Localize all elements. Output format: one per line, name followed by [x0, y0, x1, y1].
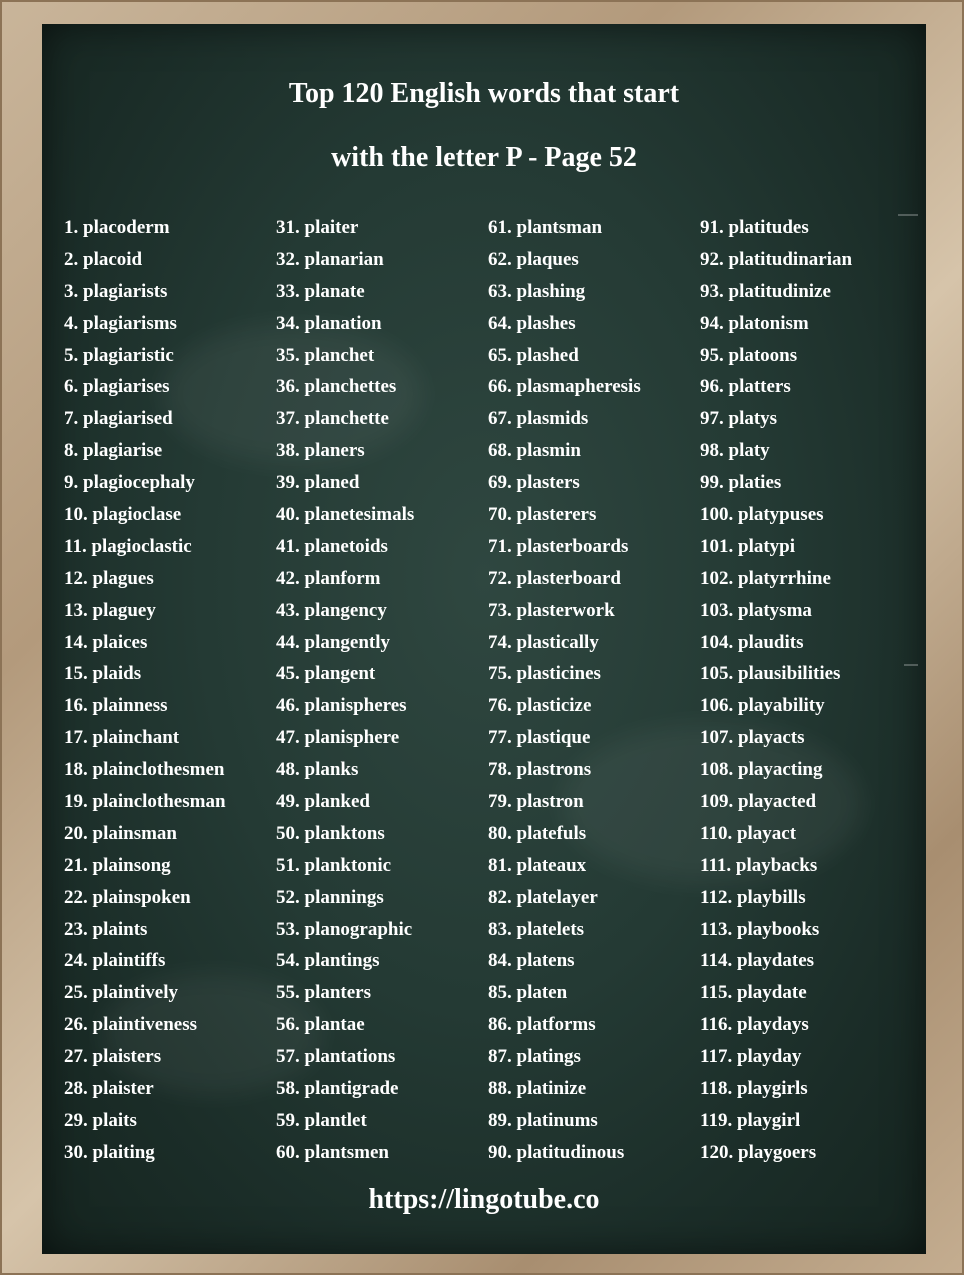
- word-list-item: 68. plasmin: [488, 440, 581, 462]
- word-list-item: 81. plateaux: [488, 854, 587, 876]
- page-title-line-2: with the letter P - Page 52: [331, 142, 637, 173]
- word-list-item: 85. platen: [488, 982, 568, 1004]
- word-list-item: 101. platypi: [700, 535, 796, 557]
- word-list-item: 105. plausibilities: [700, 663, 841, 685]
- word-list-item: 2. placoid: [64, 248, 143, 270]
- word-list-item: 6. plagiarises: [64, 376, 170, 398]
- word-list-item: 26. plaintiveness: [64, 1014, 198, 1036]
- word-list-item: 98. platy: [700, 440, 770, 462]
- word-list-item: 73. plasterwork: [488, 599, 615, 621]
- word-list-item: 50. planktons: [276, 822, 385, 844]
- chalkboard: [42, 24, 926, 1254]
- word-list-item: 55. planters: [276, 982, 371, 1004]
- word-column-3: [488, 212, 641, 1169]
- word-list-item: 66. plasmapheresis: [488, 376, 641, 398]
- word-list-item: 64. plashes: [488, 312, 576, 334]
- word-list-item: 75. plasticines: [488, 663, 601, 685]
- word-list-item: 17. plainchant: [64, 727, 180, 749]
- word-list-item: 80. platefuls: [488, 822, 587, 844]
- word-list-item: 8. plagiarise: [64, 440, 163, 462]
- word-list-item: 49. planked: [276, 791, 370, 813]
- word-list-item: 104. plaudits: [700, 631, 804, 653]
- word-list-item: 35. planchet: [276, 344, 375, 366]
- word-list-item: 24. plaintiffs: [64, 950, 166, 972]
- word-list-item: 70. plasterers: [488, 504, 597, 526]
- word-list-item: 37. planchette: [276, 408, 389, 430]
- word-list-item: 88. platinize: [488, 1078, 587, 1100]
- word-list-item: 83. platelets: [488, 918, 585, 940]
- word-list-item: 36. planchettes: [276, 376, 397, 398]
- word-list-item: 52. plannings: [276, 886, 384, 908]
- word-list-item: 89. platinums: [488, 1109, 598, 1131]
- word-list-item: 14. plaices: [64, 631, 148, 653]
- word-list-item: 102. platyrrhine: [700, 567, 831, 589]
- word-list-item: 34. planation: [276, 312, 382, 334]
- word-list-item: 84. platens: [488, 950, 575, 972]
- word-column-1: [64, 212, 226, 1169]
- word-list-item: 4. plagiarisms: [64, 312, 177, 334]
- chalk-mark: [898, 214, 918, 216]
- word-list-item: 76. plasticize: [488, 695, 592, 717]
- word-list-item: 29. plaits: [64, 1109, 137, 1131]
- word-list-item: 110. playact: [700, 822, 797, 844]
- word-list-item: 71. plasterboards: [488, 535, 629, 557]
- word-list-item: 53. planographic: [276, 918, 413, 940]
- word-list-item: 47. planisphere: [276, 727, 400, 749]
- word-list-item: 112. playbills: [700, 886, 806, 908]
- word-list-item: 67. plasmids: [488, 408, 589, 430]
- word-list-item: 109. playacted: [700, 791, 817, 813]
- word-list-item: 32. planarian: [276, 248, 384, 270]
- word-list-item: 86. platforms: [488, 1014, 596, 1036]
- word-list-item: 114. playdates: [700, 950, 815, 972]
- word-list-item: 30. plaiting: [64, 1141, 155, 1163]
- word-list-item: 60. plantsmen: [276, 1141, 389, 1163]
- page-title-line-1: Top 120 English words that start: [288, 78, 680, 109]
- word-list-item: 16. plainness: [64, 695, 168, 717]
- word-list-item: 23. plaints: [64, 918, 148, 940]
- word-list-item: 82. platelayer: [488, 886, 598, 908]
- word-list-item: 106. playability: [700, 695, 825, 717]
- word-list-item: 11. plagioclastic: [64, 535, 192, 557]
- word-list-item: 117. playday: [700, 1046, 802, 1068]
- word-list-item: 41. planetoids: [276, 535, 388, 557]
- word-list-item: 69. plasters: [488, 472, 580, 494]
- word-list-item: 79. plastron: [488, 791, 584, 813]
- word-list-item: 93. platitudinize: [700, 280, 831, 302]
- word-list-item: 99. platies: [700, 472, 782, 494]
- word-list-item: 96. platters: [700, 376, 791, 398]
- word-list-item: 44. plangently: [276, 631, 391, 653]
- word-list-item: 65. plashed: [488, 344, 579, 366]
- word-list-item: 115. playdate: [700, 982, 807, 1004]
- word-list-item: 74. plastically: [488, 631, 599, 653]
- word-list-item: 103. platysma: [700, 599, 812, 621]
- word-list-item: 108. playacting: [700, 759, 823, 781]
- word-list-item: 40. planetesimals: [276, 504, 415, 526]
- word-column-2: [276, 212, 414, 1169]
- word-list-item: 21. plainsong: [64, 854, 171, 876]
- word-list-item: 13. plaguey: [64, 599, 156, 621]
- word-list-item: 78. plastrons: [488, 759, 592, 781]
- word-list-item: 46. planispheres: [276, 695, 407, 717]
- word-list-item: 92. platitudinarian: [700, 248, 853, 270]
- word-list-item: 31. plaiter: [276, 217, 359, 238]
- word-list-item: 107. playacts: [700, 727, 805, 749]
- word-list-item: 42. planform: [276, 567, 381, 589]
- word-list-item: 39. planed: [276, 472, 360, 494]
- word-list-item: 45. plangent: [276, 663, 376, 685]
- source-url[interactable]: https://lingotube.co: [368, 1184, 600, 1215]
- word-list-item: 18. plainclothesmen: [64, 759, 225, 781]
- word-list-item: 63. plashing: [488, 280, 586, 302]
- word-list-item: 28. plaister: [64, 1078, 154, 1100]
- word-list-item: 33. planate: [276, 280, 365, 302]
- word-list-item: 91. platitudes: [700, 217, 809, 238]
- word-list-item: 25. plaintively: [64, 982, 179, 1004]
- word-list-item: 119. playgirl: [700, 1109, 801, 1131]
- word-list-item: 48. planks: [276, 759, 359, 781]
- word-list-item: 7. plagiarised: [64, 408, 173, 430]
- word-list-item: 120. playgoers: [700, 1141, 817, 1163]
- word-list-item: 56. plantae: [276, 1014, 365, 1036]
- word-list-item: 27. plaisters: [64, 1046, 162, 1068]
- word-list-item: 95. platoons: [700, 344, 798, 366]
- word-list-item: 22. plainspoken: [64, 886, 191, 908]
- word-list-item: 116. playdays: [700, 1014, 809, 1036]
- word-list-item: 15. plaids: [64, 663, 142, 685]
- word-list-item: 61. plantsman: [488, 217, 603, 238]
- word-list-item: 1. placoderm: [64, 217, 170, 238]
- word-list-item: 43. plangency: [276, 599, 387, 621]
- word-list-item: 111. playbacks: [700, 854, 818, 876]
- word-list-item: 5. plagiaristic: [64, 344, 174, 366]
- word-list-item: 59. plantlet: [276, 1109, 367, 1131]
- word-list-item: 100. platypuses: [700, 504, 824, 526]
- word-list-item: 77. plastique: [488, 727, 591, 749]
- word-list-item: 87. platings: [488, 1046, 581, 1068]
- word-list-item: 10. plagioclase: [64, 504, 182, 526]
- word-list-item: 72. plasterboard: [488, 567, 621, 589]
- word-list-item: 51. planktonic: [276, 854, 392, 876]
- word-list-item: 3. plagiarists: [64, 280, 168, 302]
- word-list-item: 62. plaques: [488, 248, 579, 270]
- word-list-item: 94. platonism: [700, 312, 809, 334]
- word-list-item: 19. plainclothesman: [64, 791, 226, 813]
- word-list-item: 54. plantings: [276, 950, 380, 972]
- word-column-4: [700, 212, 852, 1169]
- word-list-item: 58. plantigrade: [276, 1078, 399, 1100]
- word-list-item: 118. playgirls: [700, 1078, 808, 1100]
- word-list-item: 90. platitudinous: [488, 1141, 625, 1163]
- word-list-item: 38. planers: [276, 440, 365, 462]
- chalk-mark: [904, 664, 918, 666]
- word-list-item: 97. platys: [700, 408, 778, 430]
- word-list-item: 57. plantations: [276, 1046, 396, 1068]
- word-list-item: 113. playbooks: [700, 918, 820, 940]
- word-list-item: 9. plagiocephaly: [64, 472, 195, 494]
- word-list-item: 20. plainsman: [64, 822, 177, 844]
- word-list-item: 12. plagues: [64, 567, 154, 589]
